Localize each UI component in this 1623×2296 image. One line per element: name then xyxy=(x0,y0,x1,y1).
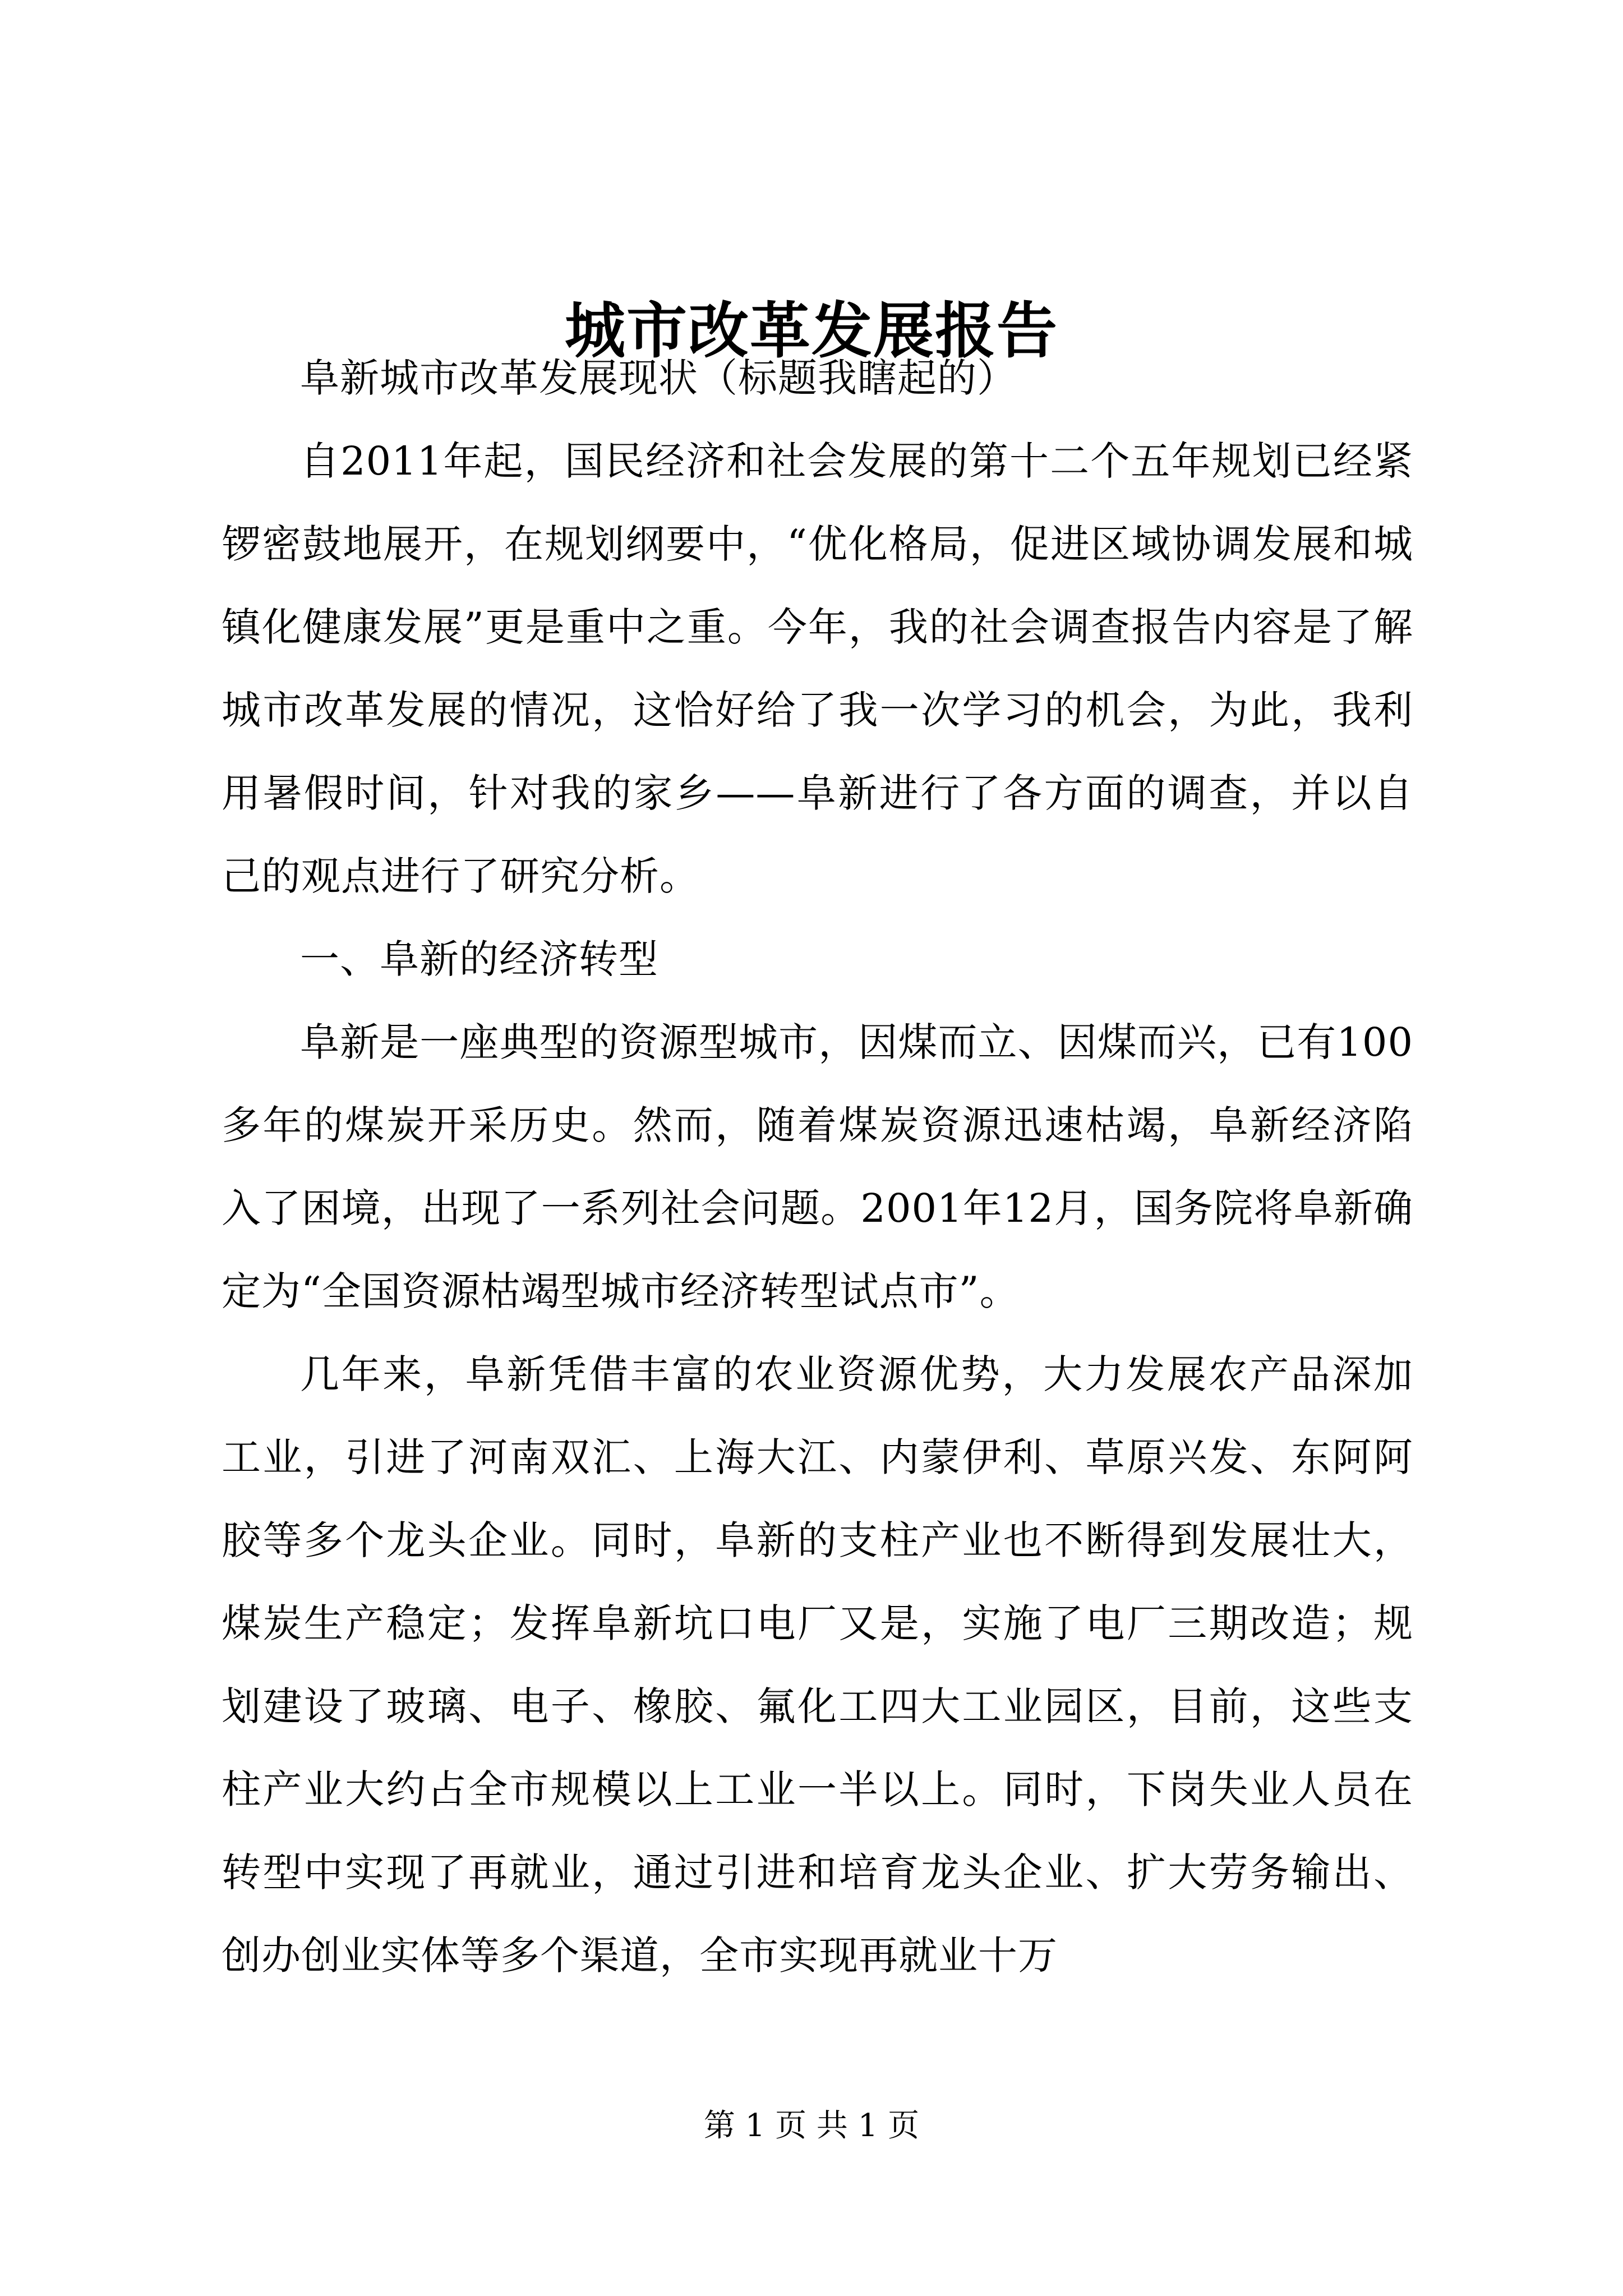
document-title: 城市改革发展报告 xyxy=(564,296,1058,366)
document-body xyxy=(222,337,1413,1997)
subtitle-paragraph: 阜新城市改革发展现状（标题我瞎起的） xyxy=(300,355,1017,401)
section-heading: 一、阜新的经济转型 xyxy=(300,936,658,982)
body-paragraph: 阜新是一座典型的资源型城市，因煤而立、因煤而兴，已有100多年的煤炭开采历史。然而，随着煤炭资源迅速枯竭，阜新经济陷入了困境，出现了一系列社会问题。2001年12月，国务院将阜新确定为“全国资源枯竭型城市经济转型试点市”。 xyxy=(222,1019,1413,1314)
intro-paragraph: 自2011年起，国民经济和社会发展的第十二个五年规划已经紧锣密鼓地展开，在规划纲要中，“优化格局，促进区域协调发展和城镇化健康发展”更是重中之重。今年，我的社会调查报告内容是了解城市改革发展的情况，这恰好给了我一次学习的机会，为此，我利用暑假时间，针对我的家乡——阜新进行了各方面的调查，并以自己的观点进行了研究分析。 xyxy=(222,438,1413,899)
page-number-footer: 第 1 页 共 1 页 xyxy=(703,2108,920,2144)
body-paragraph: 几年来，阜新凭借丰富的农业资源优势，大力发展农产品深加工业，引进了河南双汇、上海大江、内蒙伊利、草原兴发、东阿阿胶等多个龙头企业。同时，阜新的支柱产业也不断得到发展壮大，煤炭生产稳定；发挥阜新坑口电厂又是，实施了电厂三期改造；规划建设了玻璃、电子、橡胶、氟化工四大工业园区，目前，这些支柱产业大约占全市规模以上工业一半以上。同时，下岗失业人员在转型中实现了再就业，通过引进和培育龙头企业、扩大劳务输出、创办创业实体等多个渠道，全市实现再就业十万 xyxy=(222,1351,1413,1978)
